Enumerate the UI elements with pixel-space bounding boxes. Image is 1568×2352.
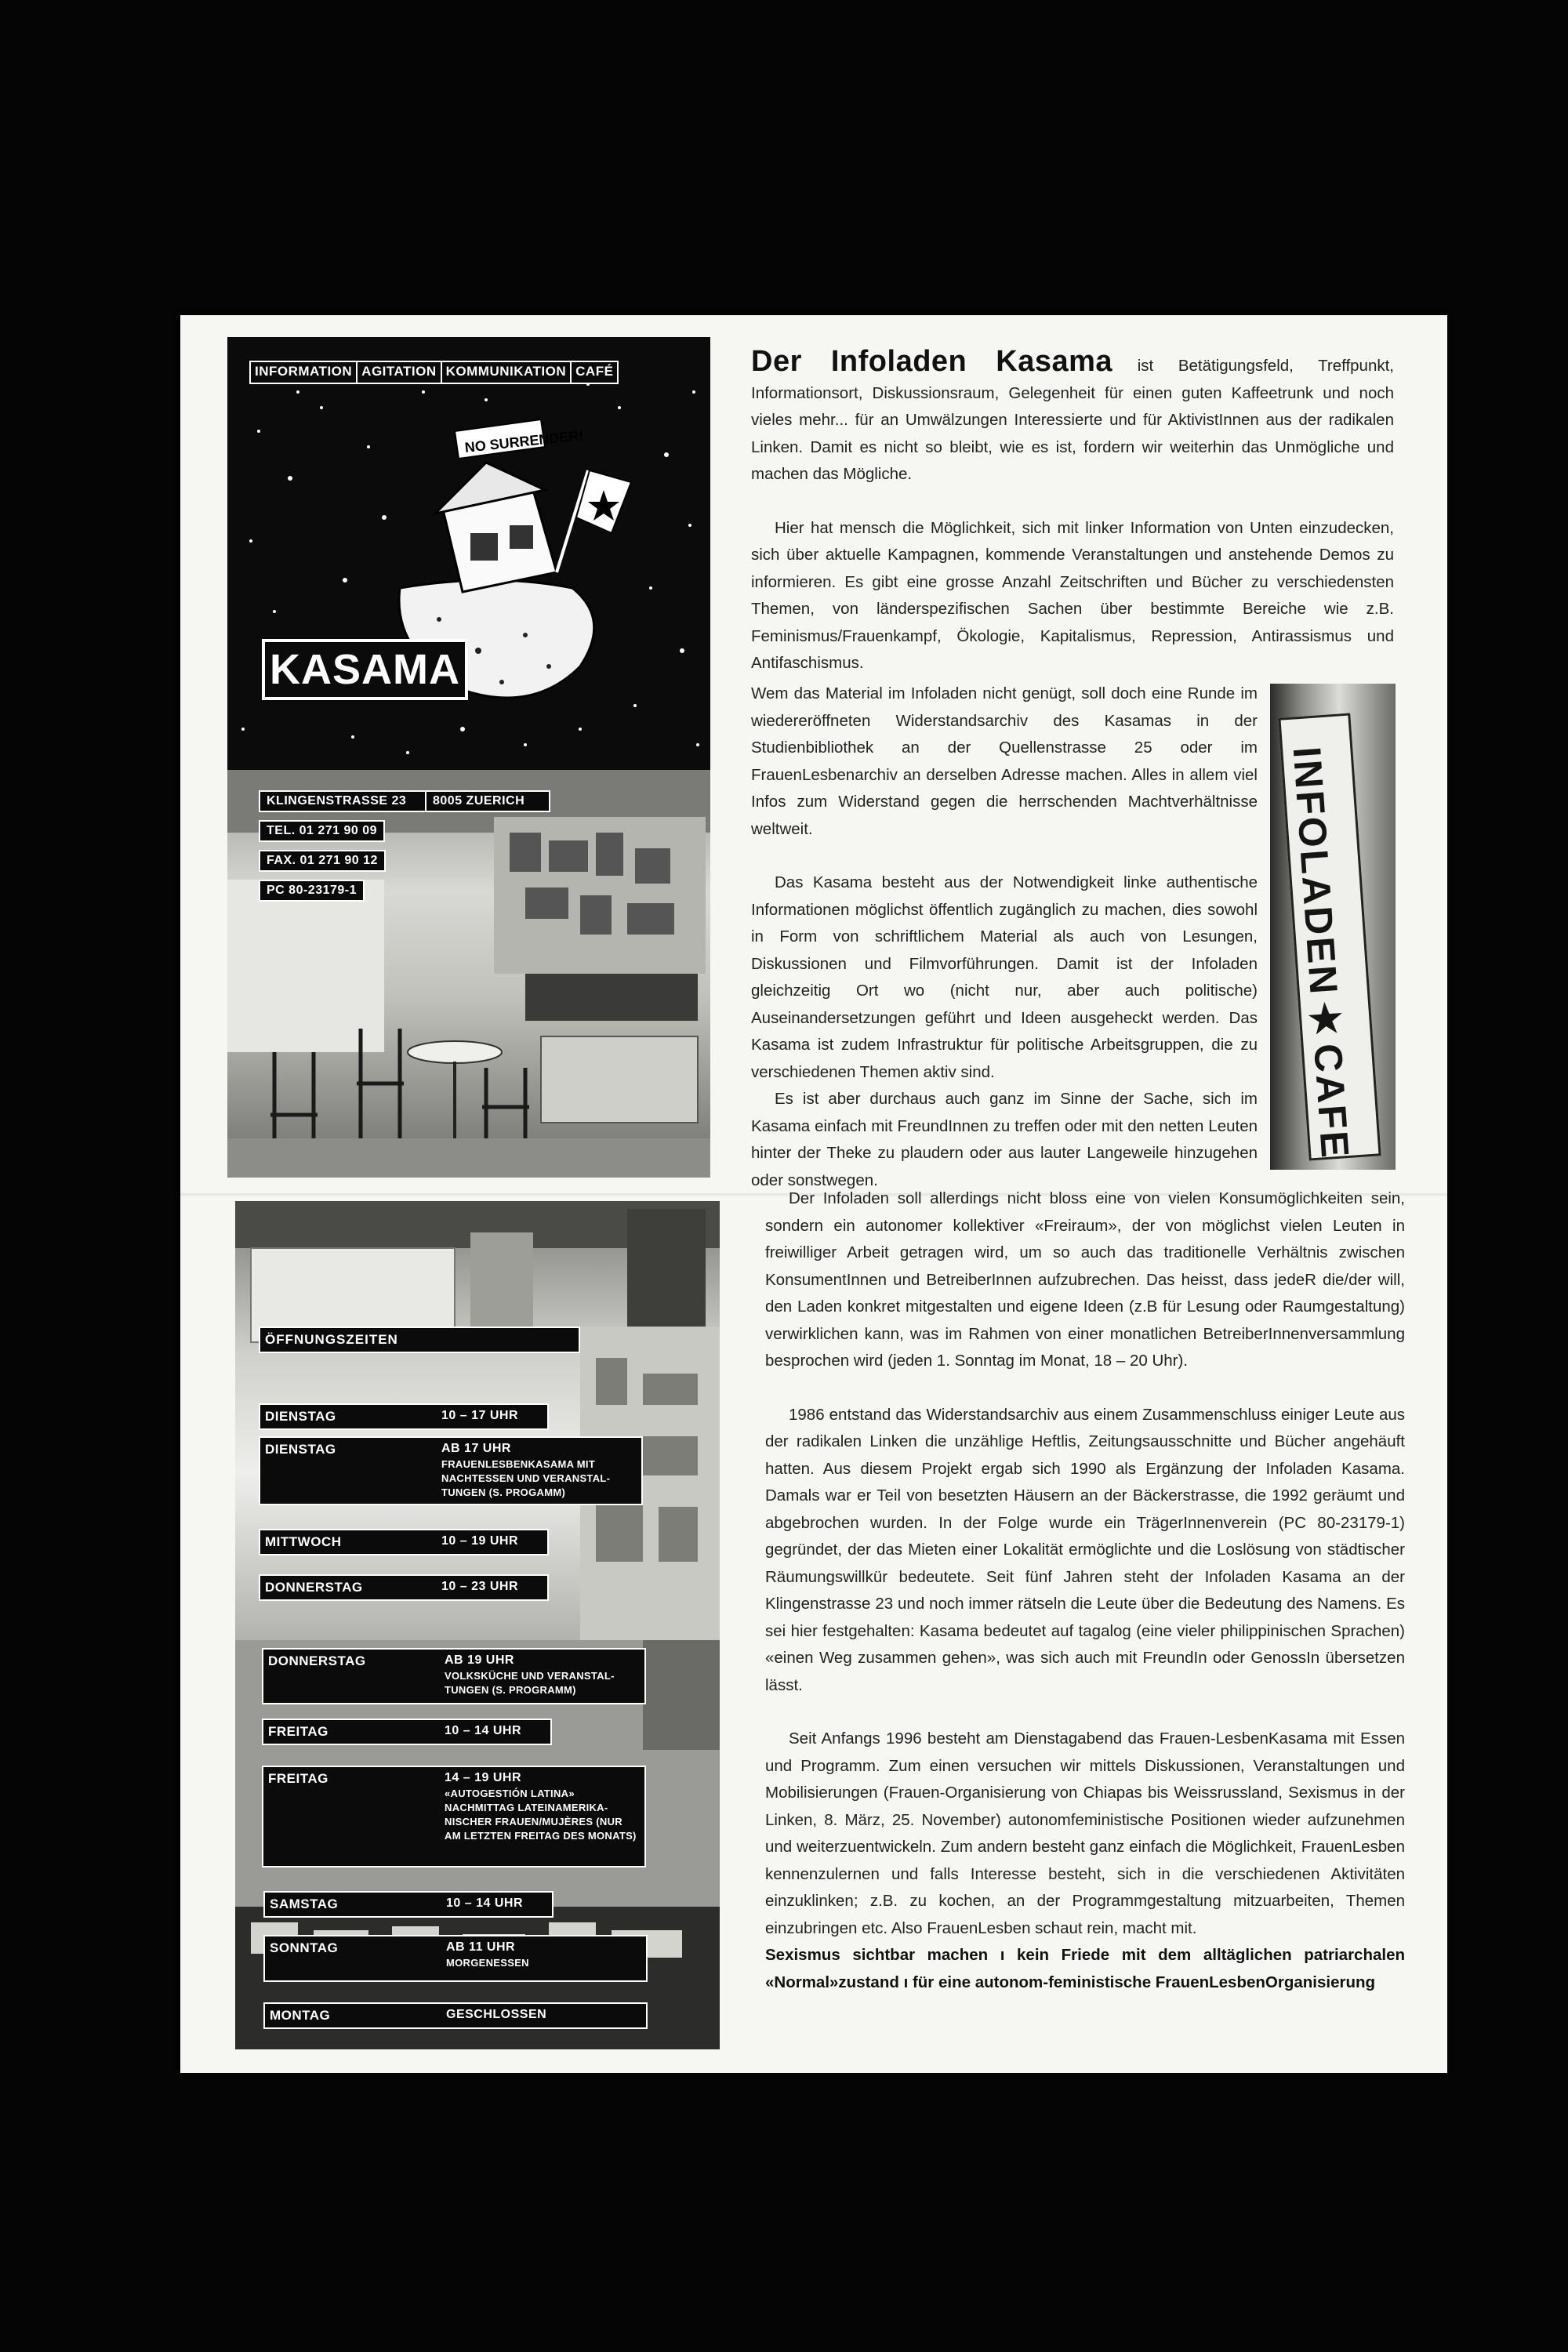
- intro-text: ist Betätigungsfeld, Treffpunkt, Informationsort, Diskussionsraum, Gelegenheit für einen guten Kaffeetrunk und noch vieles mehr... für an Umwälzungen Interessierte und für AktivistInnen aus der radikalen Linken. Damit es nicht so bleibt, wie es ist, fordern wir weiterhin das Unmögliche und machen das Mögliche.: [751, 357, 1394, 483]
- hours-row: [262, 1719, 552, 1745]
- article-upper-narrow: [751, 681, 1258, 1194]
- paragraph-history: 1986 entstand das Widerstandsarchiv aus einem Zusammenschluss einiger Leute aus der radikalen Linken die unzählige Heftlis, Zeitungsausschnitte und Bücher angehäuft hatten. Aus diesem Projekt ergab sich 1990 als Ergänzung der Infoladen Kasama. Damals war er Teil von besetzten Häusern an der Bäckerstrasse, die 1992 geräumt und abgebrochen wurden. In der Folge wurde ein TrägerInnenverein (PC 80-23179-1) gegründet, der das Mieten einer Lokalität ermöglichte und die Loslösung von städtischer Räumungswillkür bedeutete. Seit fünf Jahren steht der Infoladen Kasama an der Klingenstrasse 23 und noch immer rätseln die Leute über die Bedeutung des Namens. Es sei hier festgehalten: Kasama bedeutet auf tagalog (eine vieler philippinischen Sprachen) «einen Weg zusammen gehen», was sich auch mit FreundIn oder GenossIn übersetzen lässt.: [765, 1405, 1405, 1694]
- tag-information: INFORMATION: [251, 362, 358, 383]
- opening-hours-title: ÖFFNUNGSZEITEN: [259, 1327, 580, 1353]
- hours-time: AB 19 UHR: [445, 1653, 514, 1667]
- no-surrender-banner: NO SURRENDER!: [463, 427, 585, 456]
- hours-time: 14 – 19 UHR: [445, 1771, 521, 1784]
- hours-row: [263, 1891, 554, 1918]
- hours-day: DONNERSTAG: [268, 1653, 366, 1668]
- hours-time: AB 17 UHR: [441, 1442, 511, 1455]
- hours-day: FREITAG: [268, 1724, 328, 1739]
- hours-row: [259, 1436, 643, 1505]
- hours-time: 10 – 23 UHR: [441, 1580, 518, 1593]
- tag-cafe: CAFÉ: [575, 364, 614, 379]
- closing-slogan: Sexismus sichtbar machen ı kein Friede mit dem alltäglichen patriarchalen «Normal»zustand ı für eine autonom-feministische FrauenLesbenOrganisierung: [765, 1946, 1405, 1991]
- opening-hours-photo: [235, 1201, 720, 2049]
- paragraph-archive: Wem das Material im Infoladen nicht genügt, soll doch eine Runde im wiedereröffneten Widerstandsarchiv des Kasamas in der Studienbibliothek an der Quellenstrasse 25 oder im FrauenLesbenarchiv an derselben Adresse machen. Alles in allem viel Infos zum Widerstand gegen die herrschenden Machtverhältnisse weltweit.: [751, 684, 1258, 838]
- cafe-interior-photo: [227, 770, 710, 1178]
- hours-time: 10 – 14 UHR: [445, 1724, 521, 1737]
- hours-row: [262, 1766, 646, 1867]
- hours-time: GESCHLOSSEN: [446, 2008, 547, 2021]
- hours-note: «AUTOGESTIÓN LATINA» NACHMITTAG LATEINAMERIKA-NISCHER FRAUEN/MUJÈRES (NUR AM LETZTEN FREITAG DES MONATS): [445, 1788, 637, 1842]
- article-upper: [751, 345, 1394, 677]
- phone-number: TEL. 01 271 90 09: [259, 820, 385, 842]
- hours-row: [263, 2002, 648, 2029]
- kasama-logo: KASAMA: [262, 639, 468, 700]
- address-city: 8005 ZUERICH: [425, 790, 550, 812]
- hours-day: DIENSTAG: [265, 1409, 336, 1424]
- intro-paragraph: [751, 345, 1394, 488]
- paragraph-social: Es ist aber durchaus auch ganz im Sinne der Sache, sich im Kasama einfach mit FreundInnen zu treffen oder mit den netten Leuten hinter der Theke zu plaudern oder aus lauter Langeweile hinzugehen oder sonstwegen.: [751, 1090, 1258, 1189]
- infoladen-cafe-sign-photo: [1270, 684, 1396, 1170]
- hours-day: SAMSTAG: [270, 1896, 339, 1911]
- hours-note: VOLKSKÜCHE UND VERANSTAL-TUNGEN (S. PROGRAMM): [445, 1670, 615, 1696]
- sign-text: INFOLADEN★CAFE: [1284, 745, 1358, 1162]
- hours-row: [259, 1529, 549, 1555]
- address-street: KLINGENSTRASSE 23: [259, 790, 435, 812]
- hours-time: 10 – 14 UHR: [446, 1896, 523, 1910]
- flyer-sheet: [180, 315, 1447, 2073]
- paragraph-information: Hier hat mensch die Möglichkeit, sich mit linker Information von Unten einzudecken, sich über aktuelle Kampagnen, kommende Veranstaltungen und anstehende Demos zu informieren. Es gibt eine grosse Anzahl Zeitschriften und Bücher zu verschiedensten Themen, von länderspezifischen Sachen über bestimmte Bereiche wie z.B. Feminismus/Frauenkampf, Ökologie, Kapitalismus, Repression, Antirassismus und Antifaschismus.: [751, 518, 1394, 672]
- hours-row: [262, 1648, 646, 1704]
- poster-tagline: [249, 361, 619, 384]
- article-headline: Der Infoladen Kasama: [751, 345, 1113, 378]
- hours-day: DONNERSTAG: [265, 1580, 363, 1595]
- tag-kommunikation: KOMMUNIKATION: [442, 362, 572, 383]
- hours-row: [259, 1574, 549, 1601]
- hours-day: SONNTAG: [270, 1940, 339, 1955]
- hours-note: MORGENESSEN: [446, 1957, 529, 1969]
- hours-time: 10 – 19 UHR: [441, 1534, 518, 1548]
- hours-row: [263, 1935, 648, 1982]
- tag-agitation: AGITATION: [358, 362, 441, 383]
- hours-day: MONTAG: [270, 2008, 331, 2023]
- paragraph-freiraum: Der Infoladen soll allerdings nicht bloss eine von vielen Konsumöglichkeiten sein, sondern ein autonomer kollektiver «Freiraum», der von möglichst vielen Leuten in freiwilliger Arbeit getragen wird, um so auch das traditionelle Verhältnis zwischen KonsumentInnen und BetreiberInnen aufzubrechen. Das heisst, dass jedeR die/der will, den Laden konkret mitgestalten und eigene Ideen (z.B für Lesung oder Raumgestaltung) verwirklichen kann, was im Rahmen von einer monatlichen BetreiberInnenversammlung besprochen wird (jeden 1. Sonntag im Monat, 18 – 20 Uhr).: [765, 1189, 1405, 1370]
- article-lower: [765, 1185, 1405, 1996]
- hours-day: FREITAG: [268, 1771, 328, 1786]
- postal-account: PC 80-23179-1: [259, 880, 365, 902]
- paragraph-purpose: Das Kasama besteht aus der Notwendigkeit linke authentische Informationen möglichst öffentlich zugänglich zu machen, dies sowohl in Form von schriftlichem Material als auch von Lesungen, Diskussionen und Filmvorführungen. Damit ist der Infoladen gleichzeitig Ort wo (nicht nur, aber auch politische) Auseinandersetzungen geführt und Ideen ausgeheckt werden. Das Kasama ist zudem Infrastruktur für politische Arbeitsgruppen, die zu verschiedenen Themen aktiv sind.: [751, 873, 1258, 1081]
- hours-time: 10 – 17 UHR: [441, 1409, 518, 1422]
- hours-note: FRAUENLESBENKASAMA MIT NACHTESSEN UND VERANSTAL-TUNGEN (S. PROGAMM): [441, 1458, 611, 1498]
- hours-day: MITTWOCH: [265, 1534, 342, 1549]
- hours-row: [259, 1403, 549, 1430]
- fax-number: FAX. 01 271 90 12: [259, 850, 386, 872]
- hours-day: DIENSTAG: [265, 1442, 336, 1457]
- hours-time: AB 11 UHR: [446, 1940, 516, 1954]
- kasama-poster: [227, 337, 710, 770]
- paragraph-frauenlesben: Seit Anfangs 1996 besteht am Dienstagabend das Frauen-LesbenKasama mit Essen und Programm. Zum einen versuchen wir mittels Diskussionen, Veranstaltungen und Mobilisierungen (Frauen-Organisierung von Chiapas bis Weissrussland, Sexismus in der Linken, 8. März, 25. November) autonomfeministische Positionen wieder aufzunehmen und weiterzuentwickeln. Zum andern besteht ganz einfach die Möglichkeit, FrauenLesben kennenzulernen und falls Interesse besteht, sich in die verschiedenen Aktivitäten einzuklinken; z.B. zu kochen, an der Programmgestaltung mitzuarbeiten, Themen einzubringen etc. Also FrauenLesben schaut rein, macht mit.: [765, 1730, 1405, 1937]
